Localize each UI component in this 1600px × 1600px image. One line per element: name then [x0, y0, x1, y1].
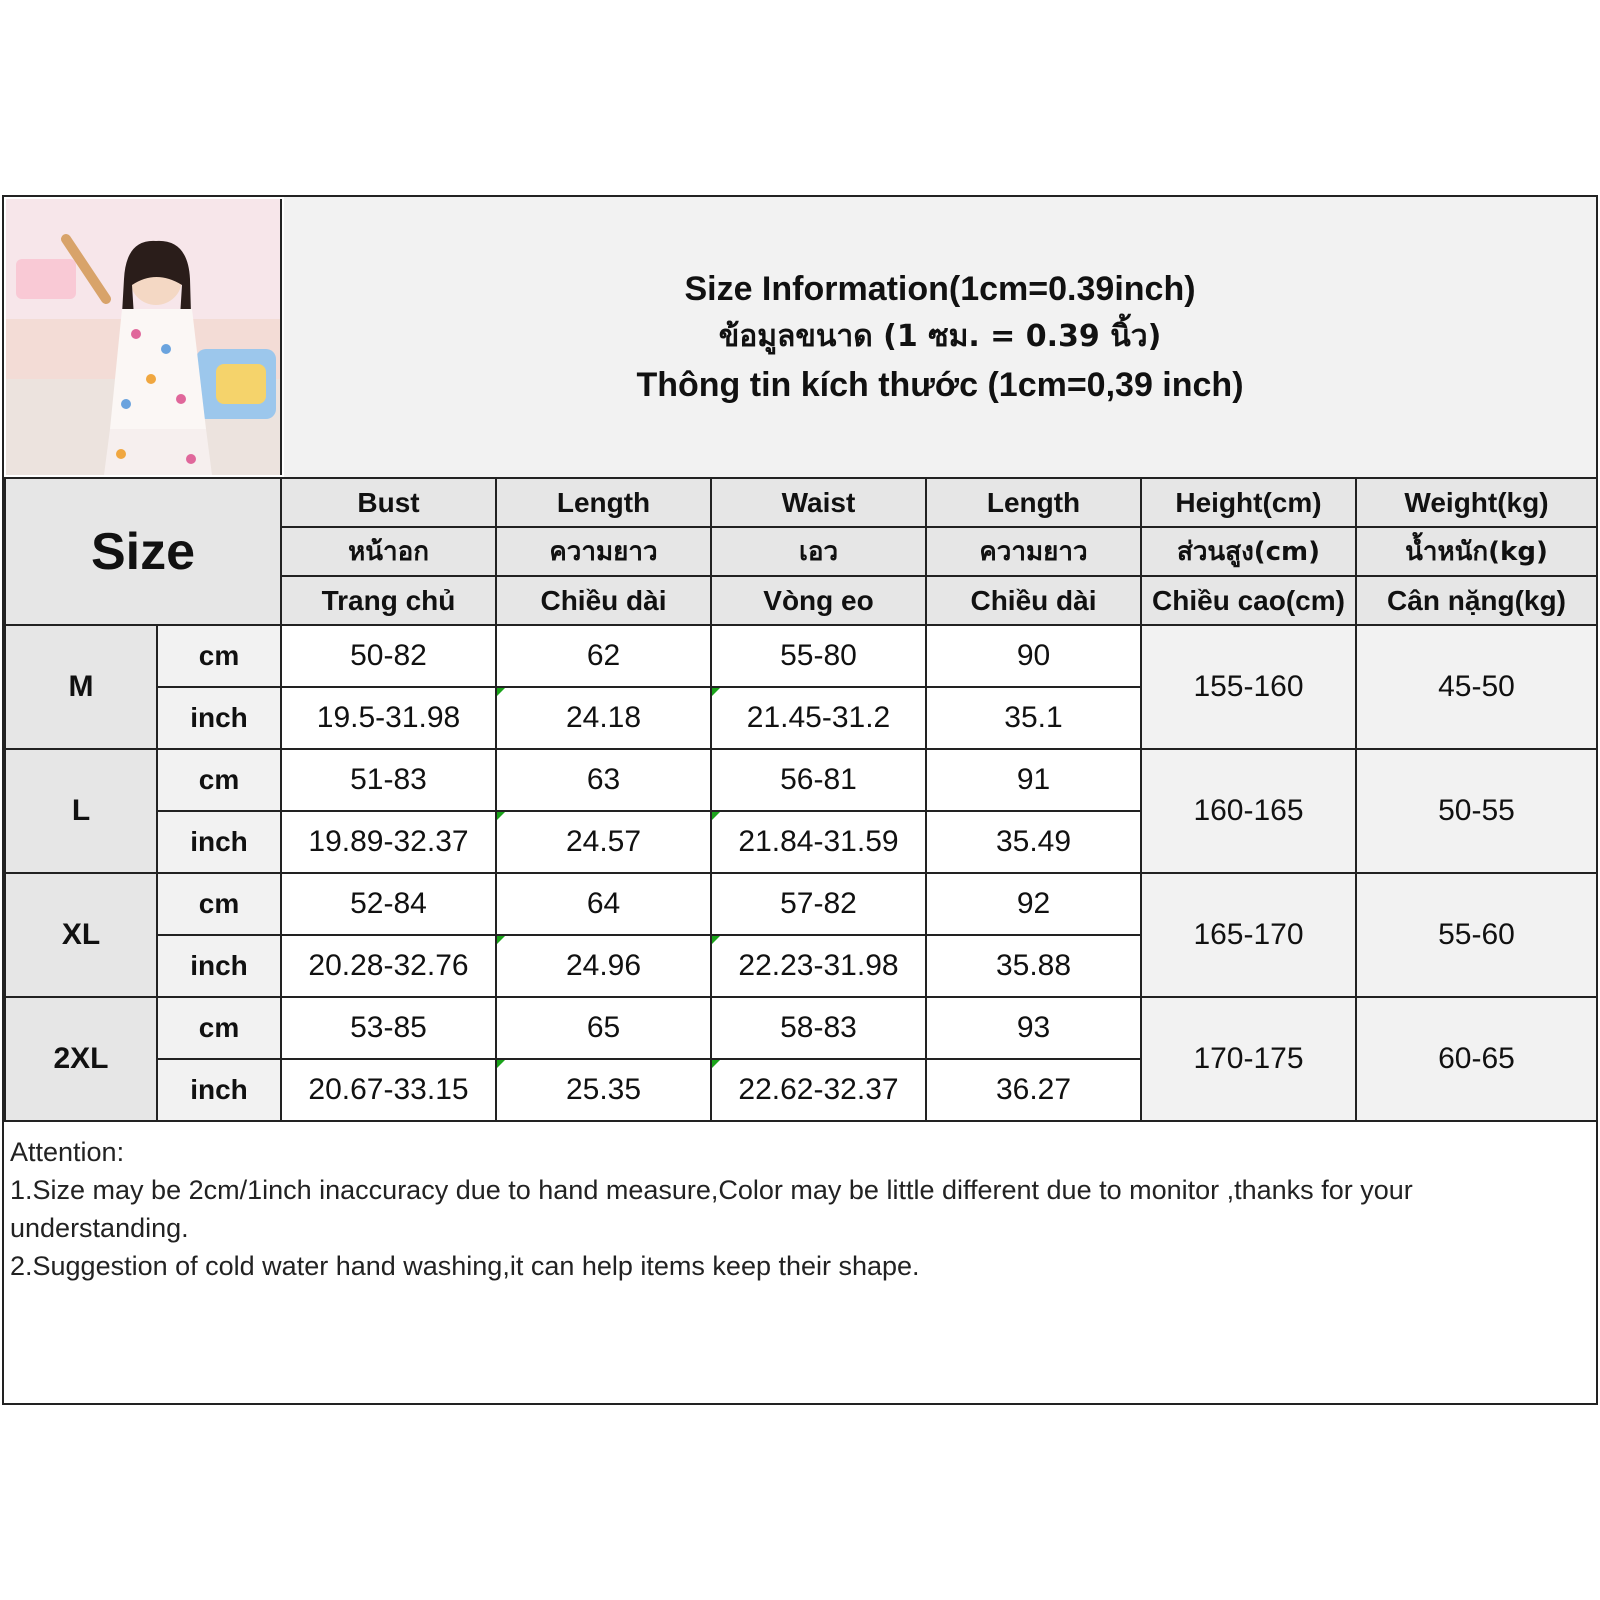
col-header-height-th: ส่วนสูง(cm) [1141, 527, 1356, 576]
waist-cm: 56-81 [711, 749, 926, 811]
unit-cm: cm [157, 873, 281, 935]
attention-notes [10, 1133, 1586, 1285]
product-photo [6, 199, 282, 475]
length-inch: 24.57 [496, 811, 711, 873]
length2-cm: 91 [926, 749, 1141, 811]
length2-inch: 35.88 [926, 935, 1141, 997]
length2-cm: 90 [926, 625, 1141, 687]
bust-inch: 19.5-31.98 [281, 687, 496, 749]
attention-heading: Attention: [10, 1137, 125, 1167]
size-label-xl: XL [5, 873, 157, 997]
col-header-bust-en: Bust [281, 478, 496, 527]
col-header-weight-th: น้ำหนัก(kg) [1356, 527, 1597, 576]
col-header-height-en: Height(cm) [1141, 478, 1356, 527]
length-inch: 25.35 [496, 1059, 711, 1121]
size-table [4, 477, 1598, 1122]
weight-value: 45-50 [1356, 625, 1597, 749]
title-th: ข้อมูลขนาด (1 ซม. = 0.39 นิ้ว) [718, 319, 1162, 354]
title-vi: Thông tin kích thước (1cm=0,39 inch) [636, 366, 1244, 404]
waist-inch: 22.62-32.37 [711, 1059, 926, 1121]
unit-inch: inch [157, 935, 281, 997]
waist-cm: 58-83 [711, 997, 926, 1059]
weight-value: 50-55 [1356, 749, 1597, 873]
size-label-m: M [5, 625, 157, 749]
attention-note-2: 2.Suggestion of cold water hand washing,it can help items keep their shape. [10, 1251, 920, 1281]
length-cm: 64 [496, 873, 711, 935]
col-header-length-vi: Chiều dài [496, 576, 711, 625]
height-value: 170-175 [1141, 997, 1356, 1121]
col-header-length-en: Length [496, 478, 711, 527]
size-label-l: L [5, 749, 157, 873]
bust-inch: 19.89-32.37 [281, 811, 496, 873]
col-header-length2-vi: Chiều dài [926, 576, 1141, 625]
bust-inch: 20.67-33.15 [281, 1059, 496, 1121]
col-header-height-vi: Chiều cao(cm) [1141, 576, 1356, 625]
unit-cm: cm [157, 625, 281, 687]
size-column-header: Size [5, 478, 281, 625]
length2-inch: 35.49 [926, 811, 1141, 873]
unit-inch: inch [157, 1059, 281, 1121]
length2-inch: 36.27 [926, 1059, 1141, 1121]
unit-cm: cm [157, 997, 281, 1059]
waist-inch: 22.23-31.98 [711, 935, 926, 997]
model-in-pajamas-image [6, 199, 282, 475]
bust-inch: 20.28-32.76 [281, 935, 496, 997]
length-inch: 24.18 [496, 687, 711, 749]
height-value: 155-160 [1141, 625, 1356, 749]
title-block [284, 197, 1596, 477]
waist-inch: 21.45-31.2 [711, 687, 926, 749]
bust-cm: 51-83 [281, 749, 496, 811]
height-value: 165-170 [1141, 873, 1356, 997]
weight-value: 60-65 [1356, 997, 1597, 1121]
bust-cm: 52-84 [281, 873, 496, 935]
header-row-en [5, 478, 1597, 527]
length2-cm: 93 [926, 997, 1141, 1059]
col-header-length2-en: Length [926, 478, 1141, 527]
col-header-bust-th: หน้าอก [281, 527, 496, 576]
bust-cm: 53-85 [281, 997, 496, 1059]
size-label-2xl: 2XL [5, 997, 157, 1121]
col-header-waist-th: เอว [711, 527, 926, 576]
col-header-bust-vi: Trang chủ [281, 576, 496, 625]
col-header-weight-en: Weight(kg) [1356, 478, 1597, 527]
bust-cm: 50-82 [281, 625, 496, 687]
weight-value: 55-60 [1356, 873, 1597, 997]
title-en: Size Information(1cm=0.39inch) [684, 270, 1196, 308]
table-row [5, 625, 1597, 687]
col-header-weight-vi: Cân nặng(kg) [1356, 576, 1597, 625]
col-header-length2-th: ความยาว [926, 527, 1141, 576]
unit-inch: inch [157, 811, 281, 873]
length-cm: 63 [496, 749, 711, 811]
col-header-waist-vi: Vòng eo [711, 576, 926, 625]
unit-inch: inch [157, 687, 281, 749]
table-row [5, 997, 1597, 1059]
length-cm: 62 [496, 625, 711, 687]
col-header-waist-en: Waist [711, 478, 926, 527]
length-inch: 24.96 [496, 935, 711, 997]
attention-note-1: 1.Size may be 2cm/1inch inaccuracy due to hand measure,Color may be little different due to monitor ,thanks for your understanding. [10, 1175, 1413, 1243]
table-row [5, 873, 1597, 935]
unit-cm: cm [157, 749, 281, 811]
length2-cm: 92 [926, 873, 1141, 935]
waist-cm: 55-80 [711, 625, 926, 687]
height-value: 160-165 [1141, 749, 1356, 873]
table-row [5, 749, 1597, 811]
col-header-length-th: ความยาว [496, 527, 711, 576]
size-chart [2, 195, 1598, 1405]
waist-inch: 21.84-31.59 [711, 811, 926, 873]
length2-inch: 35.1 [926, 687, 1141, 749]
length-cm: 65 [496, 997, 711, 1059]
waist-cm: 57-82 [711, 873, 926, 935]
